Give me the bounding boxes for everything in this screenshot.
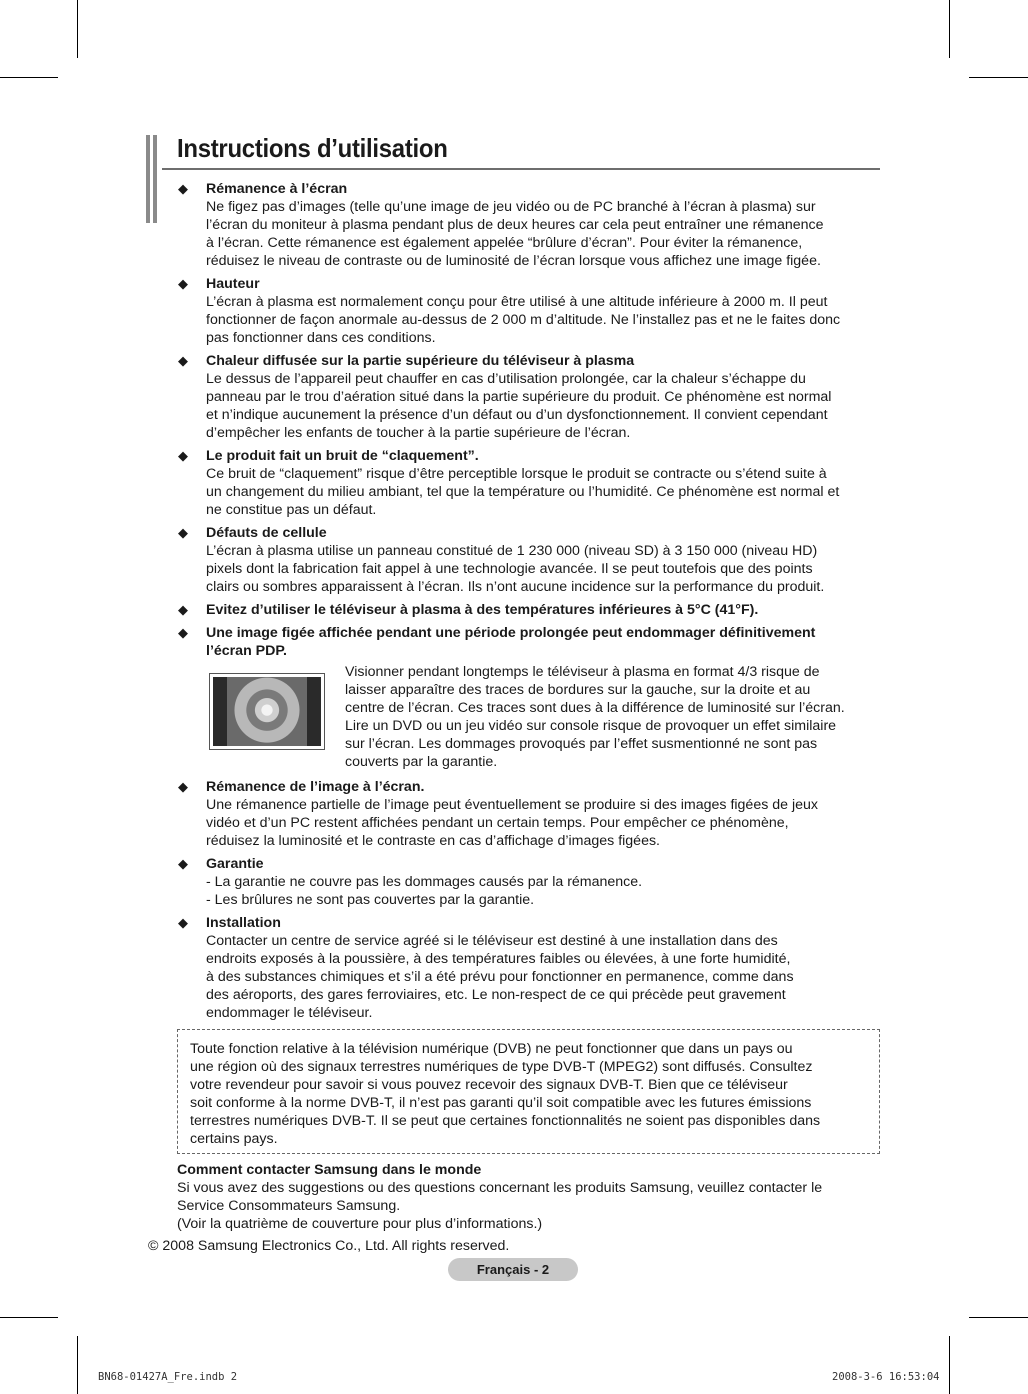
tv-screen-image xyxy=(213,677,321,746)
item-line: Visionner pendant longtemps le téléviseur à plasma en format 4/3 risque de xyxy=(345,664,820,680)
notice-line: une région où des signaux terrestres numériques de type DVB-T (MPEG2) sont diffusés. Consultez xyxy=(190,1059,813,1075)
dvb-notice-box xyxy=(177,1029,880,1154)
item-line: d’empêcher les enfants de toucher à la partie supérieure de l’écran. xyxy=(206,425,631,441)
item-title: Le produit fait un bruit de “claquement”. xyxy=(206,448,479,464)
notice-line: votre revendeur pour savoir si vous pouvez recevoir des signaux DVB-T. Bien que ce téléviseur xyxy=(190,1077,788,1093)
item-title: Hauteur xyxy=(206,276,260,292)
contact-line: Si vous avez des suggestions ou des questions concernant les produits Samsung, veuillez contacter le xyxy=(177,1180,823,1196)
diamond-bullet-icon: ◆ xyxy=(178,779,188,794)
item-line: et n’indique aucunement la présence d’un défaut ou d’un dysfonctionnement. Il convient cependant xyxy=(206,407,828,423)
pdp-burn-in-illustration xyxy=(209,673,325,750)
crop-mark xyxy=(77,1336,78,1394)
item-line: centre de l’écran. Ces traces sont dues à la différence de luminosité sur l’écran. xyxy=(345,700,845,716)
item-line: à des substances chimiques et s’il a été prévu pour fonctionner en permanence, comme dans xyxy=(206,969,794,985)
crop-mark xyxy=(969,1317,1028,1318)
notice-line: soit conforme à la norme DVB-T, il n’est pas garanti qu’il soit compatible avec les futures émissions xyxy=(190,1095,812,1111)
list-item xyxy=(177,601,882,619)
item-line: pixels dont la fabrication fait appel à une technologie avancée. Il se peut toutefois que des points xyxy=(206,561,813,577)
contact-line: (Voir la quatrième de couverture pour plus d’informations.) xyxy=(177,1216,543,1232)
item-title: Rémanence de l’image à l’écran. xyxy=(206,779,425,795)
diamond-bullet-icon: ◆ xyxy=(178,525,188,540)
item-line: à l’écran. Cette rémanence est également appelée “brûlure d’écran”. Pour éviter la rémanence, xyxy=(206,235,803,251)
item-line: laisser apparaître des traces de bordures sur la gauche, sur la droite et au xyxy=(345,682,811,698)
contact-title: Comment contacter Samsung dans le monde xyxy=(177,1162,482,1178)
diamond-bullet-icon: ◆ xyxy=(178,602,188,617)
list-item xyxy=(177,524,882,596)
instructions-list xyxy=(177,180,882,1027)
item-line: fonctionner de façon anormale au-dessus de 2 000 m d’altitude. Ne l’installez pas et ne le faites donc xyxy=(206,312,841,328)
pdp-description xyxy=(206,663,882,773)
item-title: Une image figée affichée pendant une période prolongée peut endommager définitivement xyxy=(206,625,816,641)
item-line: panneau par le trou d’aération situé dans la partie supérieure du produit. Ce phénomène est normal xyxy=(206,389,832,405)
item-line: un changement du milieu ambiant, tel que la température ou l’humidité. Ce phénomène est normal et xyxy=(206,484,840,500)
page-title: Instructions d’utilisation xyxy=(177,133,448,163)
item-line: Le dessus de l’appareil peut chauffer en cas d’utilisation prolongée, car la chaleur s’échappe du xyxy=(206,371,806,387)
contact-section xyxy=(177,1161,882,1233)
item-line: sur l’écran. Les dommages provoqués par l’effet susmentionné ne sont pas xyxy=(345,736,818,752)
page-number-badge: Français - 2 xyxy=(448,1258,578,1281)
flower-photo xyxy=(227,677,307,746)
item-line: clairs ou sombres apparaissent à l’écran. Ils n’ont aucune incidence sur la performance du produit. xyxy=(206,579,825,595)
item-line: vidéo et d’un PC restent affichées pendant un certain temps. Pour empêcher ce phénomène, xyxy=(206,815,789,831)
copyright: © 2008 Samsung Electronics Co., Ltd. All rights reserved. xyxy=(148,1238,510,1254)
item-line: des aéroports, des gares ferroviaires, etc. Le non-respect de ce qui précède peut gravement xyxy=(206,987,786,1003)
diamond-bullet-icon: ◆ xyxy=(178,915,188,930)
item-line: Contacter un centre de service agréé si le téléviseur est destiné à une installation dans des xyxy=(206,933,778,949)
item-title: Défauts de cellule xyxy=(206,525,327,541)
item-line: pas fonctionner dans ces conditions. xyxy=(206,330,436,346)
item-title: Rémanence à l’écran xyxy=(206,181,348,197)
diamond-bullet-icon: ◆ xyxy=(178,181,188,196)
crop-mark xyxy=(77,0,78,58)
item-title: Installation xyxy=(206,915,281,931)
diamond-bullet-icon: ◆ xyxy=(178,353,188,368)
item-line: l’écran du moniteur à plasma pendant plus de deux heures car cela peut entraîner une rémanence xyxy=(206,217,824,233)
item-line: L’écran à plasma utilise un panneau constitué de 1 230 000 (niveau SD) à 3 150 000 (niveau HD) xyxy=(206,543,818,559)
contact-line: Service Consommateurs Samsung. xyxy=(177,1198,401,1214)
item-line: ne constitue pas un défaut. xyxy=(206,502,377,518)
item-line: endommager le téléviseur. xyxy=(206,1005,373,1021)
diamond-bullet-icon: ◆ xyxy=(178,448,188,463)
diamond-bullet-icon: ◆ xyxy=(178,856,188,871)
list-item xyxy=(177,778,882,850)
notice-line: certains pays. xyxy=(190,1131,278,1147)
item-title: l’écran PDP. xyxy=(206,643,287,659)
item-line: réduisez la luminosité et le contraste en cas d’affichage d’images figées. xyxy=(206,833,660,849)
item-line: Ce bruit de “claquement” risque d’être perceptible lorsque le produit se contracte ou s’étend suite à xyxy=(206,466,827,482)
diamond-bullet-icon: ◆ xyxy=(178,276,188,291)
item-title: Evitez d’utiliser le téléviseur à plasma à des températures inférieures à 5°C (41°F). xyxy=(206,602,759,618)
list-item xyxy=(177,180,882,270)
item-title: Chaleur diffusée sur la partie supérieure du téléviseur à plasma xyxy=(206,353,635,369)
list-item xyxy=(177,352,882,442)
print-file-info: BN68-01427A_Fre.indb 2 xyxy=(98,1371,238,1383)
item-line: endroits exposés à la poussière, à des températures faibles ou élevées, à une forte humidité, xyxy=(206,951,791,967)
title-rule xyxy=(162,168,880,170)
item-line: réduisez le niveau de contraste ou de luminosité de l’écran lorsque vous affichez une image figée. xyxy=(206,253,821,269)
list-item xyxy=(177,855,882,909)
notice-line: Toute fonction relative à la télévision numérique (DVB) ne peut fonctionner que dans un pays ou xyxy=(190,1041,793,1057)
crop-mark xyxy=(949,1336,950,1394)
crop-mark xyxy=(0,1317,58,1318)
item-line: Lire un DVD ou un jeu vidéo sur console risque de provoquer un effet similaire xyxy=(345,718,837,734)
list-item-pdp xyxy=(177,624,882,773)
diamond-bullet-icon: ◆ xyxy=(178,625,188,640)
crop-mark xyxy=(969,77,1028,78)
crop-mark xyxy=(0,77,58,78)
item-line: Une rémanence partielle de l’image peut éventuellement se produire si des images figées de jeux xyxy=(206,797,818,813)
print-timestamp: 2008-3-6 16:53:04 xyxy=(832,1371,940,1383)
item-title: Garantie xyxy=(206,856,264,872)
notice-line: terrestres numériques DVB-T. Il se peut que certaines fonctionnalités ne soient pas disponibles dans xyxy=(190,1113,821,1129)
list-item xyxy=(177,447,882,519)
list-item xyxy=(177,914,882,1022)
list-item xyxy=(177,275,882,347)
item-line: L’écran à plasma est normalement conçu pour être utilisé à une altitude inférieure à 2000 m. Il peut xyxy=(206,294,828,310)
item-line: - Les brûlures ne sont pas couvertes par la garantie. xyxy=(206,892,535,908)
item-line: Ne figez pas d’images (telle qu’une image de jeu vidéo ou de PC branché à l’écran à plasma) sur xyxy=(206,199,816,215)
item-line: couverts par la garantie. xyxy=(345,754,498,770)
item-line: - La garantie ne couvre pas les dommages causés par la rémanence. xyxy=(206,874,643,890)
crop-mark xyxy=(949,0,950,58)
